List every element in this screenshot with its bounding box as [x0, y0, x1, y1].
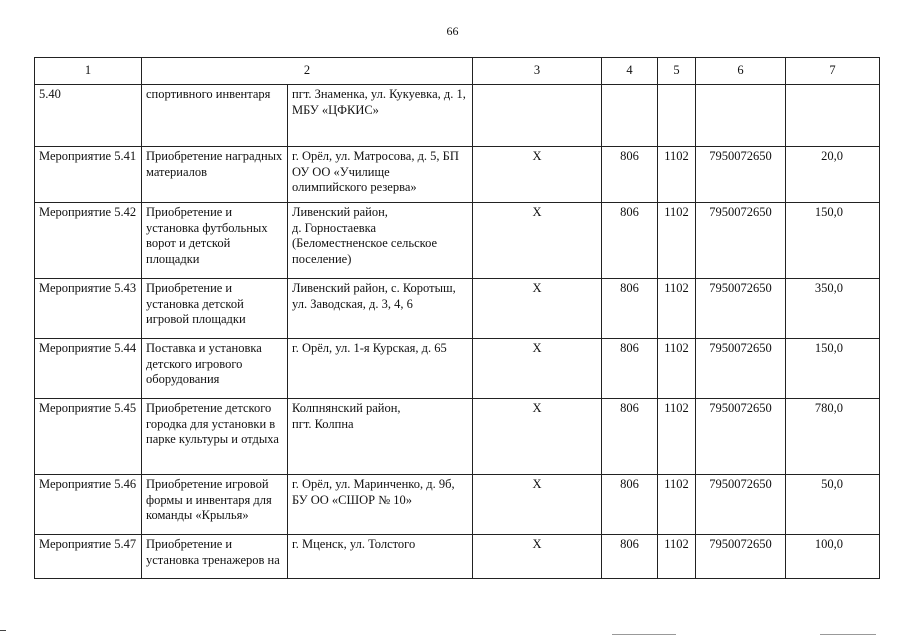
column-header-5: 5 — [658, 58, 696, 85]
cell-mark: X — [473, 147, 602, 203]
footer-line — [612, 634, 676, 635]
cell-code: 7950072650 — [696, 535, 786, 579]
cell-code: 7950072650 — [696, 279, 786, 339]
table-row — [35, 475, 880, 535]
cell-col4: 806 — [602, 147, 658, 203]
cell-col4: 806 — [602, 203, 658, 279]
cell-code: 7950072650 — [696, 203, 786, 279]
cell-col5: 1102 — [658, 339, 696, 399]
cell-col4: 806 — [602, 475, 658, 535]
table-row — [35, 399, 880, 475]
cell-activity-name: Поставка и установка детского игрового оборудования — [142, 339, 288, 399]
cell-col5: 1102 — [658, 279, 696, 339]
cell-address: пгт. Знаменка, ул. Кукуевка, д. 1, МБУ «ЦФКИС» — [288, 85, 473, 147]
cell-activity-name: Приобретение и установка футбольных ворот и детской площадки — [142, 203, 288, 279]
cell-activity-name: спортивного инвентаря — [142, 85, 288, 147]
cell-mark: X — [473, 475, 602, 535]
cell-address: г. Орёл, ул. 1-я Курская, д. 65 — [288, 339, 473, 399]
footer-line — [820, 634, 876, 635]
cell-col4 — [602, 85, 658, 147]
cell-col4: 806 — [602, 279, 658, 339]
cell-address: Ливенский район, с. Коротыш, ул. Заводская, д. 3, 4, 6 — [288, 279, 473, 339]
cell-activity-name: Приобретение детского городка для установки в парке культуры и отдыха — [142, 399, 288, 475]
cell-code: 7950072650 — [696, 475, 786, 535]
column-header-3: 3 — [473, 58, 602, 85]
cell-mark: X — [473, 339, 602, 399]
table-row — [35, 85, 880, 147]
cell-address: г. Мценск, ул. Толстого — [288, 535, 473, 579]
table-row — [35, 279, 880, 339]
cell-activity-id: Мероприятие 5.46 — [35, 475, 142, 535]
cell-address: Ливенский район, д. Горностаевка (Беломестненское сельское поселение) — [288, 203, 473, 279]
cell-activity-name: Приобретение игровой формы и инвентаря для команды «Крылья» — [142, 475, 288, 535]
cell-activity-id: Мероприятие 5.45 — [35, 399, 142, 475]
table-row — [35, 339, 880, 399]
cell-activity-name: Приобретение и установка детской игровой площадки — [142, 279, 288, 339]
cell-activity-id: Мероприятие 5.47 — [35, 535, 142, 579]
cell-col5: 1102 — [658, 535, 696, 579]
cell-mark: X — [473, 399, 602, 475]
cell-mark: X — [473, 535, 602, 579]
table-row — [35, 535, 880, 579]
cell-activity-name: Приобретение и установка тренажеров на — [142, 535, 288, 579]
column-header-1: 1 — [35, 58, 142, 85]
cell-activity-id: Мероприятие 5.42 — [35, 203, 142, 279]
cell-activity-name: Приобретение наградных материалов — [142, 147, 288, 203]
column-header-2: 2 — [142, 58, 473, 85]
cell-address: Колпнянский район, пгт. Колпна — [288, 399, 473, 475]
budget-table — [34, 57, 880, 579]
cell-code: 7950072650 — [696, 147, 786, 203]
cell-sum: 350,0 — [786, 279, 880, 339]
cell-sum: 150,0 — [786, 339, 880, 399]
cell-col5: 1102 — [658, 203, 696, 279]
cell-sum: 20,0 — [786, 147, 880, 203]
column-header-6: 6 — [696, 58, 786, 85]
cell-activity-id: Мероприятие 5.41 — [35, 147, 142, 203]
table-header-row — [35, 58, 880, 85]
cell-address: г. Орёл, ул. Маринченко, д. 9б, БУ ОО «СШОР № 10» — [288, 475, 473, 535]
cell-code — [696, 85, 786, 147]
cell-sum — [786, 85, 880, 147]
cell-col5: 1102 — [658, 147, 696, 203]
cell-sum: 150,0 — [786, 203, 880, 279]
table-row — [35, 203, 880, 279]
cell-sum: 50,0 — [786, 475, 880, 535]
cell-col4: 806 — [602, 399, 658, 475]
cell-mark: X — [473, 279, 602, 339]
column-header-4: 4 — [602, 58, 658, 85]
cell-code: 7950072650 — [696, 399, 786, 475]
cell-sum: 780,0 — [786, 399, 880, 475]
cell-mark — [473, 85, 602, 147]
cell-activity-id: Мероприятие 5.44 — [35, 339, 142, 399]
cell-col5 — [658, 85, 696, 147]
cell-address: г. Орёл, ул. Матросова, д. 5, БП ОУ ОО «Училище олимпийского резерва» — [288, 147, 473, 203]
cell-code: 7950072650 — [696, 339, 786, 399]
column-header-7: 7 — [786, 58, 880, 85]
cell-col4: 806 — [602, 535, 658, 579]
cell-col5: 1102 — [658, 475, 696, 535]
cell-activity-id: Мероприятие 5.43 — [35, 279, 142, 339]
scan-mark — [0, 630, 6, 631]
cell-col4: 806 — [602, 339, 658, 399]
table-row — [35, 147, 880, 203]
cell-sum: 100,0 — [786, 535, 880, 579]
page-number: 66 — [446, 24, 459, 38]
table-body — [35, 85, 880, 579]
cell-activity-id: 5.40 — [35, 85, 142, 147]
cell-mark: X — [473, 203, 602, 279]
cell-col5: 1102 — [658, 399, 696, 475]
